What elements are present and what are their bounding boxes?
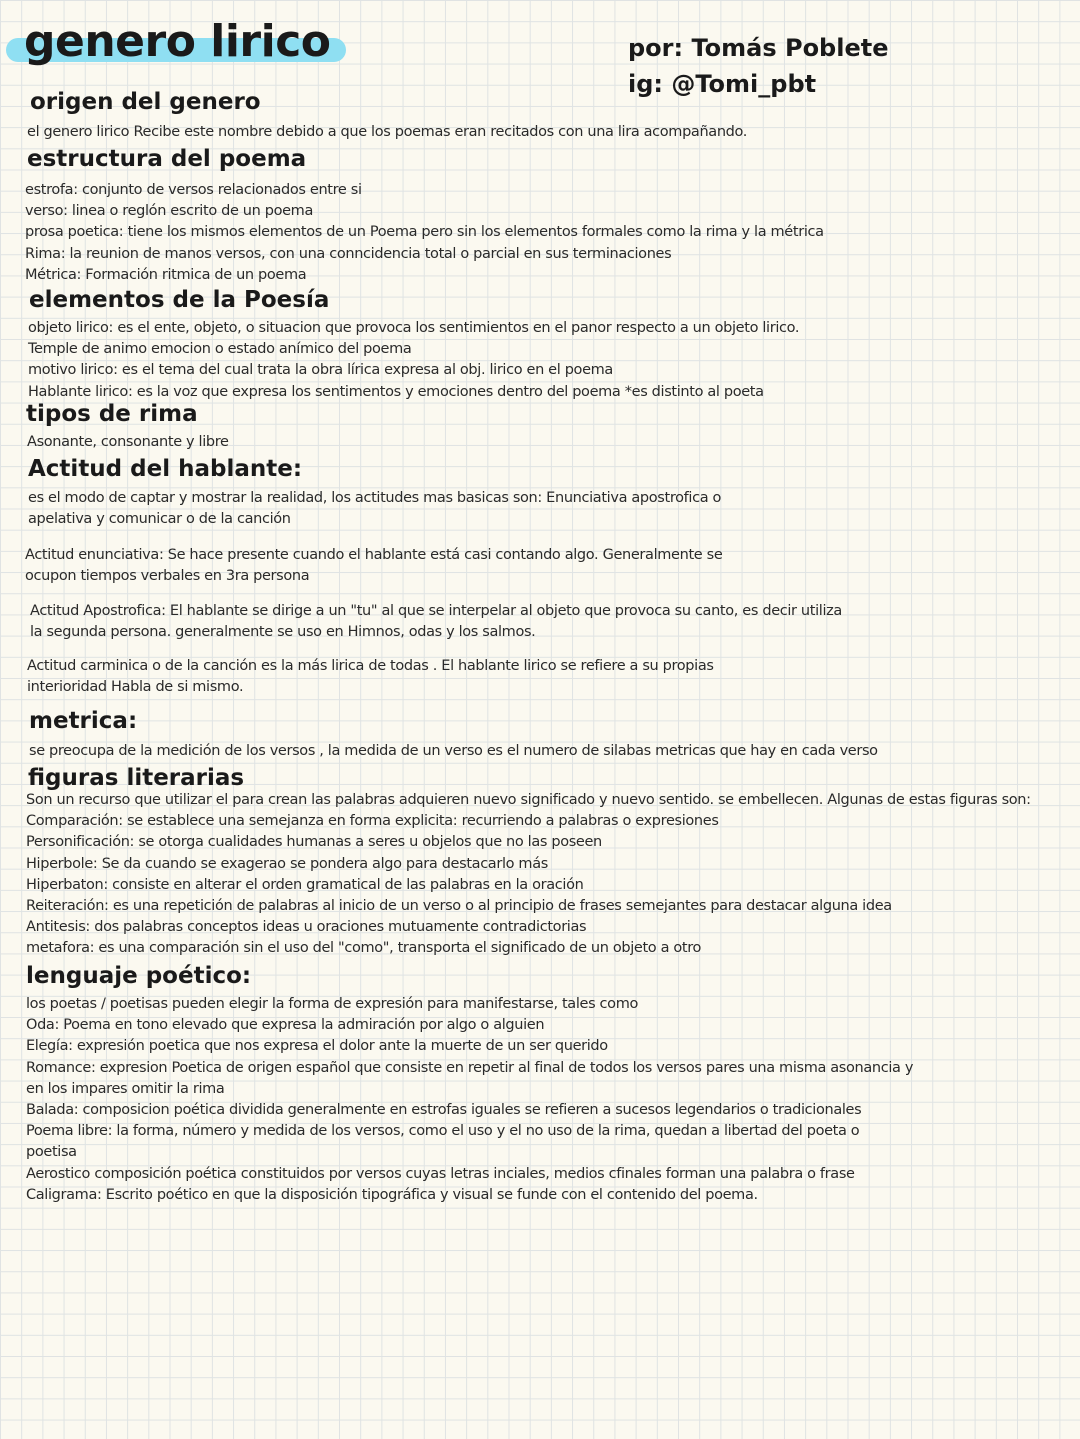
- metrica-text: [29, 741, 878, 762]
- lenguaje-text: [26, 994, 913, 1206]
- actitud-intro-text: [28, 488, 721, 530]
- text-line: Oda: Poema en tono elevado que expresa la admiración por algo o alguien: [26, 1017, 545, 1034]
- author-instagram: ig: @Tomi_pbt: [628, 70, 817, 98]
- heading-figuras: figuras literarias: [28, 765, 245, 791]
- text-line: apelativa y comunicar o de la canción: [28, 511, 291, 528]
- text-line: estrofa: conjunto de versos relacionados entre si: [25, 182, 362, 198]
- page-title: genero lirico: [24, 16, 331, 67]
- text-line: Actitud Apostrofica: El hablante se dirige a un "tu" al que se interpelar al objeto que provoca su canto, es decir utiliza: [30, 603, 842, 619]
- title-block: [4, 14, 331, 74]
- text-line: en los impares omitir la rima: [26, 1080, 225, 1097]
- text-line: Comparación: se establece una semejanza en forma explicita: recurriendo a palabras o expresiones: [26, 813, 719, 830]
- author-block: [628, 30, 888, 102]
- text-line: se preocupa de la medición de los versos , la medida de un verso es el numero de silabas metricas que hay en cada verso: [29, 743, 878, 759]
- text-line: Hiperbole: Se da cuando se exagerao se pondera algo para destacarlo más: [26, 855, 548, 872]
- text-line: Poema libre: la forma, número y medida de los versos, como el uso y el no uso de la rima, quedan a libertad del poeta o: [26, 1123, 860, 1140]
- text-line: los poetas / poetisas pueden elegir la forma de expresión para manifestarse, tales como: [26, 996, 638, 1012]
- text-line: Son un recurso que utilizar el para crean las palabras adquieren nuevo significado y nuevo sentido. se embellecen. Algunas de estas figuras son:: [26, 792, 1031, 808]
- text-line: Actitud carminica o de la canción es la más lirica de todas . El hablante lirico se refiere a su propias: [27, 658, 714, 674]
- text-line: Hablante lirico: es la voz que expresa los sentimentos y emociones dentro del poema *es distinto al poeta: [28, 383, 764, 400]
- text-line: verso: linea o reglón escrito de un poema: [25, 203, 313, 220]
- text-line: prosa poetica: tiene los mismos elementos de un Poema pero sin los elementos formales como la rima y la métrica: [25, 224, 824, 241]
- text-line: Métrica: Formación ritmica de un poema: [25, 266, 307, 283]
- text-line: metafora: es una comparación sin el uso del "como", transporta el significado de un objeto a otro: [26, 940, 702, 957]
- text-line: Temple de animo emocion o estado anímico del poema: [28, 341, 412, 358]
- heading-lenguaje: lenguaje poético:: [26, 963, 252, 989]
- text-line: el genero lirico Recibe este nombre debido a que los poemas eran recitados con una lira acompañando.: [27, 124, 748, 140]
- text-line: Caligrama: Escrito poético en que la disposición tipográfica y visual se funde con el contenido del poema.: [26, 1186, 758, 1203]
- text-line: objeto lirico: es el ente, objeto, o situacion que provoca los sentimientos en el panor respecto a un objeto lirico.: [28, 320, 800, 336]
- text-line: Balada: composicion poética dividida generalmente en estrofas iguales se refieren a sucesos legendarios o tradicionales: [26, 1102, 862, 1119]
- author-name: por: Tomás Poblete: [628, 34, 889, 62]
- text-line: Antitesis: dos palabras conceptos ideas u oraciones mutuamente contradictorias: [26, 919, 587, 936]
- heading-actitud: Actitud del hablante:: [28, 456, 303, 482]
- text-line: Hiperbaton: consiste en alterar el orden gramatical de las palabras en la oración: [26, 876, 584, 893]
- text-line: Romance: expresion Poetica de origen español que consiste en repetir al final de todos los versos pares una misma asonancia y: [26, 1059, 914, 1076]
- text-line: Aerostico composición poética constituidos por versos cuyas letras inciales, medios cfinales forman una palabra o frase: [26, 1165, 855, 1182]
- text-line: interioridad Habla de si mismo.: [27, 679, 244, 696]
- text-line: la segunda persona. generalmente se uso en Himnos, odas y los salmos.: [30, 624, 536, 641]
- actitud-apostrofica-text: [30, 601, 842, 643]
- heading-origen: origen del genero: [30, 89, 261, 115]
- estructura-text: [25, 180, 824, 286]
- text-line: Personificación: se otorga cualidades humanas a seres u objelos que no las poseen: [26, 834, 602, 851]
- text-line: Actitud enunciativa: Se hace presente cuando el hablante está casi contando algo. Generalmente se: [25, 547, 723, 563]
- heading-elementos: elementos de la Poesía: [29, 287, 330, 313]
- actitud-enunciativa-text: [25, 545, 722, 587]
- origen-text: [27, 122, 747, 143]
- text-line: Rima: la reunion de manos versos, con una conncidencia total o parcial en sus terminaciones: [25, 245, 672, 262]
- text-line: Asonante, consonante y libre: [27, 434, 229, 450]
- text-line: Elegía: expresión poetica que nos expresa el dolor ante la muerte de un ser querido: [26, 1038, 608, 1055]
- heading-metrica: metrica:: [29, 708, 138, 734]
- text-line: es el modo de captar y mostrar la realidad, los actitudes mas basicas son: Enunciativa apostrofica o: [28, 490, 722, 506]
- text-line: Reiteración: es una repetición de palabras al inicio de un verso o al principio de frases semejantes para destacar alguna idea: [26, 898, 892, 915]
- actitud-carminica-text: [27, 656, 714, 698]
- tipos-rima-text: [27, 432, 229, 453]
- heading-tipos-rima: tipos de rima: [26, 401, 198, 427]
- figuras-text: [26, 790, 1031, 960]
- text-line: ocupon tiempos verbales en 3ra persona: [25, 568, 310, 585]
- heading-estructura: estructura del poema: [27, 146, 307, 172]
- elementos-text: [28, 318, 799, 403]
- text-line: poetisa: [26, 1144, 77, 1161]
- text-line: motivo lirico: es el tema del cual trata la obra lírica expresa al obj. lirico en el poema: [28, 362, 613, 379]
